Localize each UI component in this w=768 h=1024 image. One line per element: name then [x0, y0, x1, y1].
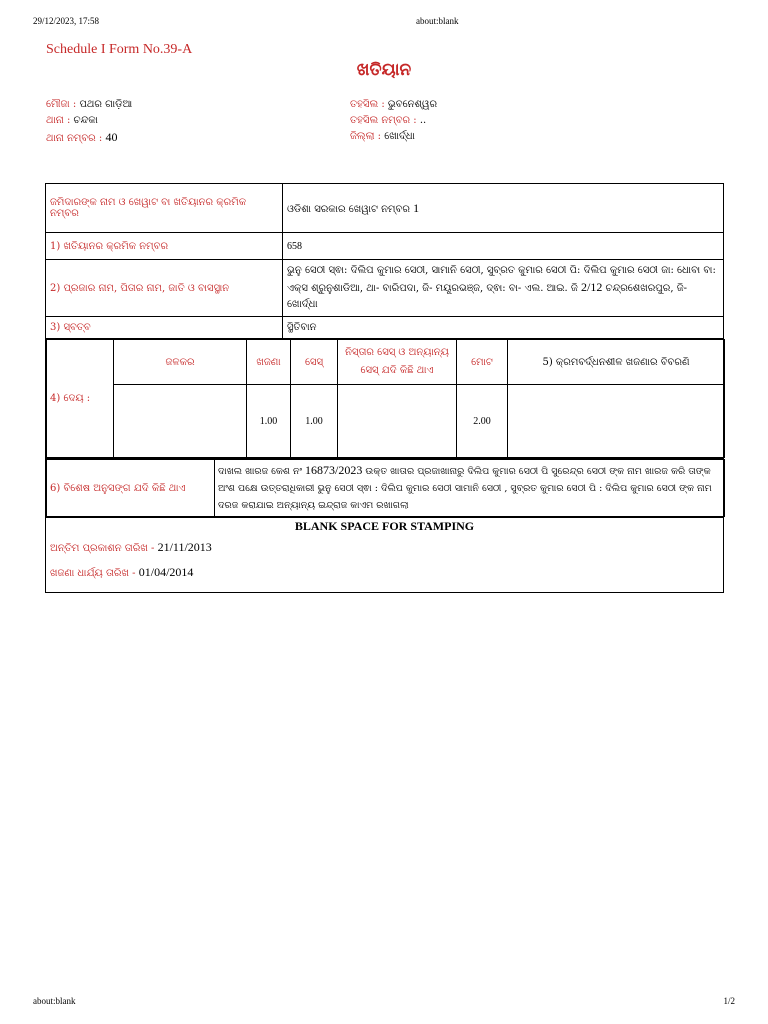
rent-fixation-date: 01/04/2014	[138, 565, 194, 579]
mouza-label: ମୌଜା :	[46, 99, 77, 110]
final-publication-line	[50, 540, 719, 555]
khewat-number: 1	[413, 200, 420, 215]
thana-no-label: ଥାନା ନମ୍ବର :	[46, 133, 103, 144]
footer-url: about:blank	[33, 996, 76, 1006]
thana-field	[46, 115, 98, 126]
tahasil-value: ଭୁବନେଶ୍ୱର	[387, 99, 438, 110]
tahasil-field	[350, 99, 437, 110]
rent-fixation-line	[50, 565, 719, 580]
print-header	[33, 16, 735, 30]
thana-no-field	[46, 130, 117, 145]
dues-row	[46, 339, 724, 459]
khatiyan-no-label: 1) ଖତିୟାନର କ୍ରମିକ ନମ୍ବର	[46, 233, 283, 260]
mot-value: 2.00	[457, 385, 508, 458]
ses-header: ସେସ୍	[291, 340, 338, 385]
khajana-value: 1.00	[247, 385, 291, 458]
zamindar-label: ଜମିଦାରଙ୍କ ନାମ ଓ ଖେୱାଟ ବା ଖତିୟାନର କ୍ରମିକ ନମ୍ବର	[46, 184, 283, 233]
khatiyan-no-value: 658	[283, 233, 724, 260]
remarks-cell	[215, 460, 725, 517]
dues-table	[46, 339, 725, 458]
tahasil-no-value: ..	[419, 115, 427, 126]
district-field	[350, 131, 415, 142]
khatiyan-no-row	[46, 233, 724, 260]
right-value: ସ୍ଥିତିବାନ	[283, 317, 724, 339]
thana-label: ଥାନା :	[46, 115, 71, 126]
print-footer	[33, 996, 735, 1010]
form-number: Schedule I Form No.39-A	[46, 42, 193, 57]
right-row	[46, 317, 724, 339]
tenant-value-b: ଚନ୍ଦ୍ରଶେଖରପୁର, ଜି- ଖୋର୍ଦ୍ଧା	[287, 283, 687, 310]
district-value: ଖୋର୍ଦ୍ଧା	[384, 131, 415, 142]
jalkar-value	[114, 385, 247, 458]
print-datetime: 29/12/2023, 17:58	[33, 16, 100, 26]
print-url: about:blank	[416, 16, 459, 26]
khatiyan-table	[45, 183, 724, 593]
mot-header: ମୋଟ	[457, 340, 508, 385]
remarks-row	[46, 459, 724, 518]
zamindar-value: ଓଡିଶା ସରକାର ଖେୱାଟ ନମ୍ବର	[287, 203, 410, 215]
tenant-value-a: ଭୁନୁ ସେଠୀ ସ୍ଵା: ଦିଲିପ କୁମାର ସେଠୀ, ସାମାନି ସେଠୀ, ସୁବ୍ରତ କୁମାର ସେଠୀ ପି: ଦିଲିପ କୁମାର ସେଠୀ ଜା: ଧୋବା ବା: ଏକ୍ସ ଶ୍ରୁନୁଶାଡିଆ, ଥା- ବାରିପଦା, ଜି- ମୟୂରଭଞ୍ଜ, ଦ୍ଵା: ବା- ଏଲ. ଆଇ. ଜି	[287, 265, 716, 294]
zamindar-cell	[283, 184, 724, 233]
final-publication-date: 21/11/2013	[157, 540, 212, 554]
tenant-row	[46, 260, 724, 317]
rent-fixation-label: ଖଜଣା ଧାର୍ଯ୍ୟ ତାରିଖ -	[50, 568, 136, 579]
remarks-label: 6) ବିଶେଷ ଅନୁସଙ୍ଗ ଯଦି କିଛି ଥାଏ	[47, 460, 215, 517]
remarks-table	[46, 459, 725, 517]
page-number: 1/2	[723, 996, 735, 1006]
jalkar-header: ଜଳକର	[114, 340, 247, 385]
dues-label: 4) ଦେୟ :	[47, 340, 114, 458]
thana-value: ଚନ୍ଦକା	[73, 115, 98, 126]
nistar-value	[338, 385, 457, 458]
zamindar-row	[46, 184, 724, 233]
progressive-rent-value	[508, 385, 725, 458]
mouza-value: ପଥର ଗାଡ଼ିଆ	[79, 99, 133, 110]
nistar-header: ନିସ୍ତାର ସେସ୍ ଓ ଅନ୍ୟାନ୍ୟ ସେସ୍ ଯଦି କିଛି ଥାଏ	[338, 340, 457, 385]
tenant-cell	[283, 260, 724, 317]
document-title: ଖତିୟାନ	[356, 60, 412, 80]
final-publication-label: ଅନ୍ତିମ ପ୍ରକାଶନ ତାରିଖ -	[50, 543, 155, 554]
district-label: ଜିଲ୍ଲା :	[350, 131, 382, 142]
mutation-case-number: 16873/2023	[305, 463, 363, 477]
tahasil-label: ତହସିଲ :	[350, 99, 385, 110]
remarks-text-b: ଉକ୍ତ ଖାତାର ପ୍ରଜାଖାନାରୁ ଦିଲିପ କୁମାର ସେଠୀ ପି ସୁରେନ୍ଦ୍ର ସେଠୀ ଙ୍କ ନାମ ଖାରଜ କରି ତାଙ୍କ ଅଂଶ ପକ୍ଷେ ଉତ୍ତରାଧିକାରୀ ଭୁନୁ ସେଠୀ ସ୍ଵା : ଦିଲିପ କୁମାର ସେଠୀ ସାମାନି ସେଠୀ , ସୁବ୍ରତ କୁମାର ସେଠୀ ପି : ଦିଲିପ କୁମାର ସେଠୀ ଙ୍କ ନାମ ଦରଜ କରାଯାଇ ଅନ୍ୟାନ୍ୟ ଇନ୍ଦ୍ରାଜ କାଏମ ରଖାଗଲା	[218, 466, 712, 511]
progressive-rent-header: 5) କ୍ରମବର୍ଦ୍ଧନଶୀଳ ଖଜଣାର ବିବରଣି	[508, 340, 725, 385]
thana-no-value: 40	[105, 130, 118, 144]
stamp-space-title: BLANK SPACE FOR STAMPING	[294, 519, 475, 533]
remarks-text-a: ଦାଖଲ ଖାରଜ କେଶ ନଂ	[218, 466, 303, 477]
tahasil-no-label: ତହସିଲ ନମ୍ବର :	[350, 115, 417, 126]
khajana-header: ଖଜଣା	[247, 340, 291, 385]
ses-value: 1.00	[291, 385, 338, 458]
tahasil-no-field	[350, 115, 426, 126]
tenant-plot-number: 2/12	[581, 280, 603, 294]
right-label: 3) ସ୍ବତ୍ବ	[46, 317, 283, 339]
stamp-row	[46, 518, 724, 593]
mouza-field	[46, 99, 132, 110]
tenant-label: 2) ପ୍ରଜାର ନାମ, ପିତାର ନାମ, ଜାତି ଓ ବାସସ୍ଥାନ	[46, 260, 283, 317]
